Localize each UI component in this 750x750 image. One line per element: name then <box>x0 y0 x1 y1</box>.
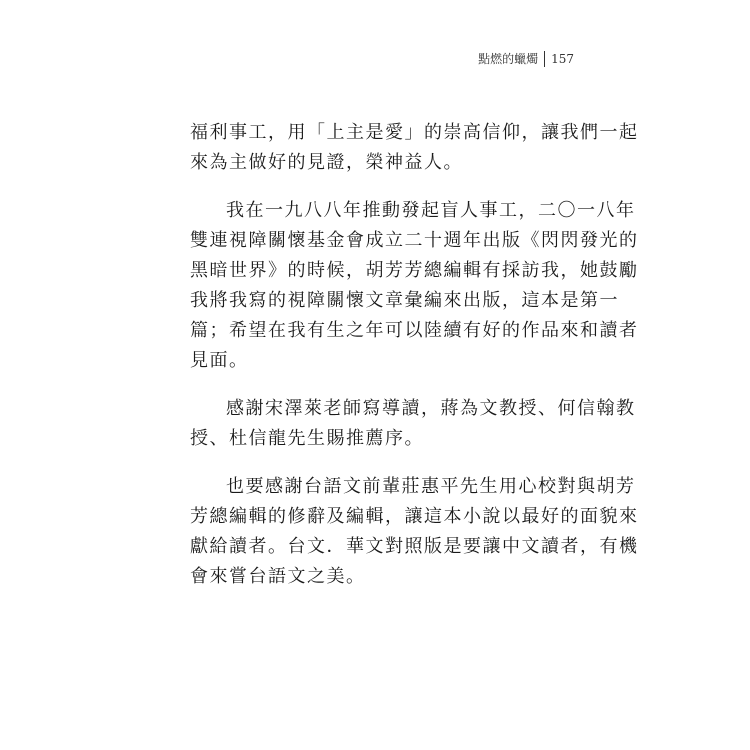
text-line: 我在一九八八年推動發起盲人事工，二〇一八年 <box>226 200 636 221</box>
body-text <box>190 118 639 610</box>
text-line: 感謝宋澤萊老師寫導讀，蔣為文教授、何信翰教 <box>226 398 636 419</box>
paragraph-1 <box>190 118 639 178</box>
text-line: 授、杜信龍先生賜推薦序。 <box>190 428 424 449</box>
text-line: 見面。 <box>190 350 249 371</box>
text-line: 雙連視障關懷基金會成立二十週年出版《閃閃發光的 <box>190 230 639 251</box>
running-head <box>478 50 574 67</box>
text-line: 黑暗世界》的時候，胡芳芳總編輯有採訪我，她鼓勵 <box>190 260 639 281</box>
text-line: 會來嘗台語文之美。 <box>190 566 366 587</box>
chapter-title: 點燃的蠟燭 <box>478 52 539 66</box>
text-line: 也要感謝台語文前輩莊惠平先生用心校對與胡芳 <box>226 476 636 497</box>
text-line: 我將我寫的視障關懷文章彙編來出版，這本是第一 <box>190 290 619 311</box>
text-line: 芳總編輯的修辭及編輯，讓這本小說以最好的面貌來 <box>190 506 639 527</box>
text-line: 來為主做好的見證，榮神益人。 <box>190 152 463 173</box>
text-line: 篇；希望在我有生之年可以陸續有好的作品來和讀者 <box>190 320 639 341</box>
paragraph-3 <box>190 394 636 454</box>
header-divider <box>544 51 545 67</box>
text-line: 福利事工，用「上主是愛」的崇高信仰，讓我們一起 <box>190 122 639 143</box>
paragraph-4 <box>190 472 639 592</box>
text-line: 獻給讀者。台文．華文對照版是要讓中文讀者，有機 <box>190 536 639 557</box>
page-number: 157 <box>551 51 574 66</box>
paragraph-2 <box>190 196 639 376</box>
